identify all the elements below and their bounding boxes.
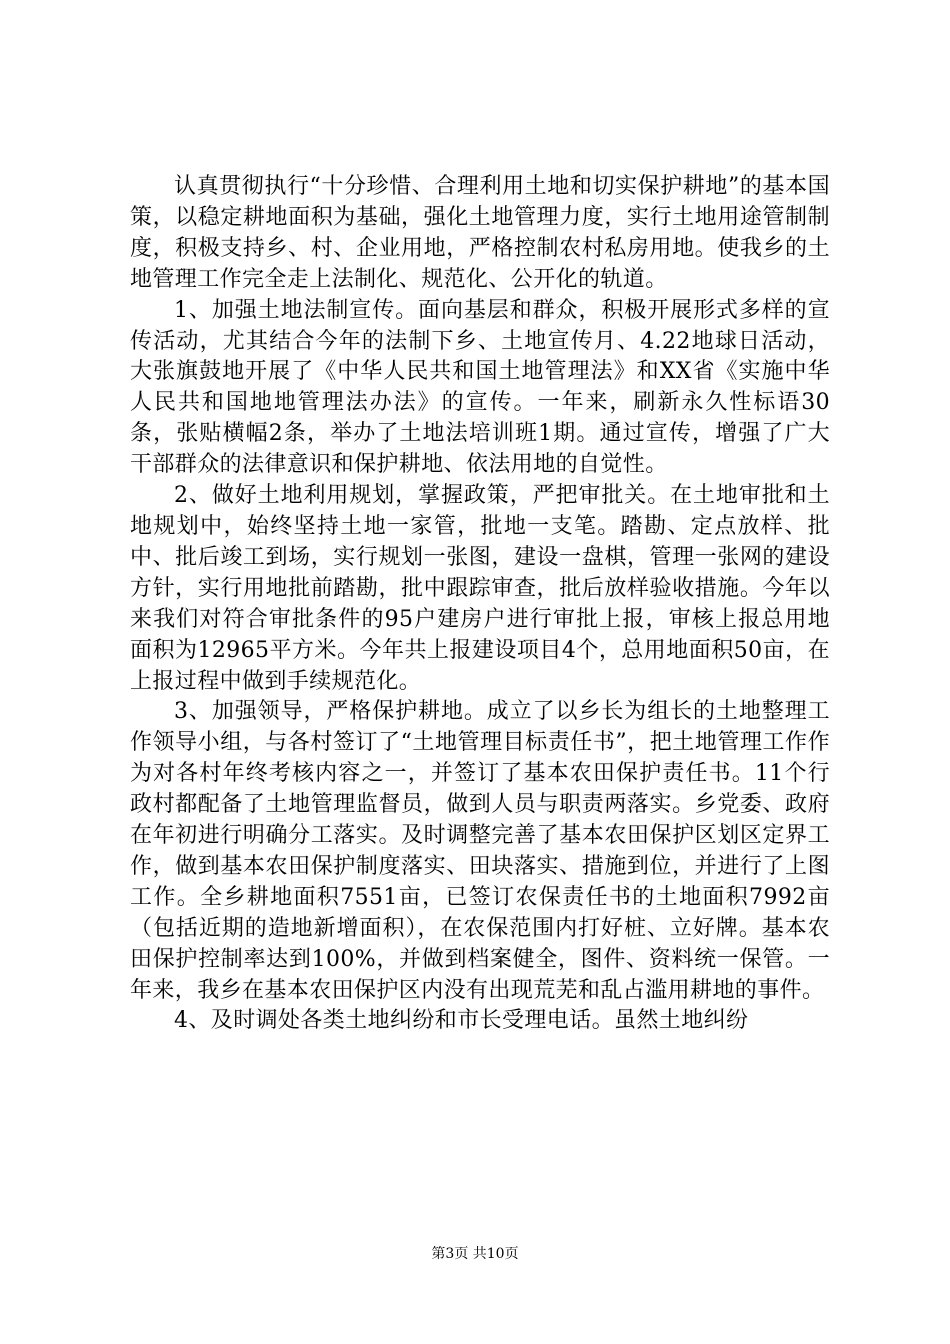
document-body: [130, 172, 830, 1037]
paragraph-item-1: 1、加强土地法制宣传。面向基层和群众，积极开展形式多样的宣传活动，尤其结合今年的法制下乡、土地宣传月、4.22地球日活动，大张旗鼓地开展了《中华人民共和国土地管理法》和XX省《实施中华人民共和国地地管理法办法》的宣传。一年来，刷新永久性标语30条，张贴横幅2条，举办了土地法培训班1期。通过宣传，增强了广大干部群众的法律意识和保护耕地、依法用地的自觉性。: [130, 297, 830, 478]
paragraph-item-4: 4、及时调处各类土地纠纷和市长受理电话。虽然土地纠纷: [174, 1008, 749, 1034]
paragraph-intro: 认真贯彻执行“十分珍惜、合理利用土地和切实保护耕地”的基本国策，以稳定耕地面积为基础，强化土地管理力度，实行土地用途管制制度，积极支持乡、村、企业用地，严格控制农村私房用地。使我乡的土地管理工作完全走上法制化、规范化、公开化的轨道。: [130, 174, 830, 292]
paragraph-item-3: 3、加强领导，严格保护耕地。成立了以乡长为组长的土地整理工作领导小组，与各村签订了“土地管理目标责任书”，把土地管理工作作为对各村年终考核内容之一，并签订了基本农田保护责任书。11个行政村都配备了土地管理监督员，做到人员与职责两落实。乡党委、政府在年初进行明确分工落实。及时调整完善了基本农田保护区划区定界工作，做到基本农田保护制度落实、田块落实、措施到位，并进行了上图工作。全乡耕地面积7551亩，已签订农保责任书的土地面积7992亩（包括近期的造地新增面积），在农保范围内打好桩、立好牌。基本农田保护控制率达到100%，并做到档案健全，图件、资料统一保管。一年来，我乡在基本农田保护区内没有出现荒芜和乱占滥用耕地的事件。: [130, 699, 830, 1003]
page-number: 第3页 共10页: [431, 1246, 519, 1262]
page-footer: [0, 1244, 950, 1264]
paragraph-item-2: 2、做好土地利用规划，掌握政策，严把审批关。在土地审批和土地规划中，始终坚持土地一家管，批地一支笔。踏勘、定点放样、批中、批后竣工到场，实行规划一张图，建设一盘棋，管理一张网的建设方针，实行用地批前踏勘，批中跟踪审查，批后放样验收措施。今年以来我们对符合审批条件的95户建房户进行审批上报，审核上报总用地面积为12965平方米。今年共上报建设项目4个，总用地面积50亩，在上报过程中做到手续规范化。: [130, 483, 830, 694]
